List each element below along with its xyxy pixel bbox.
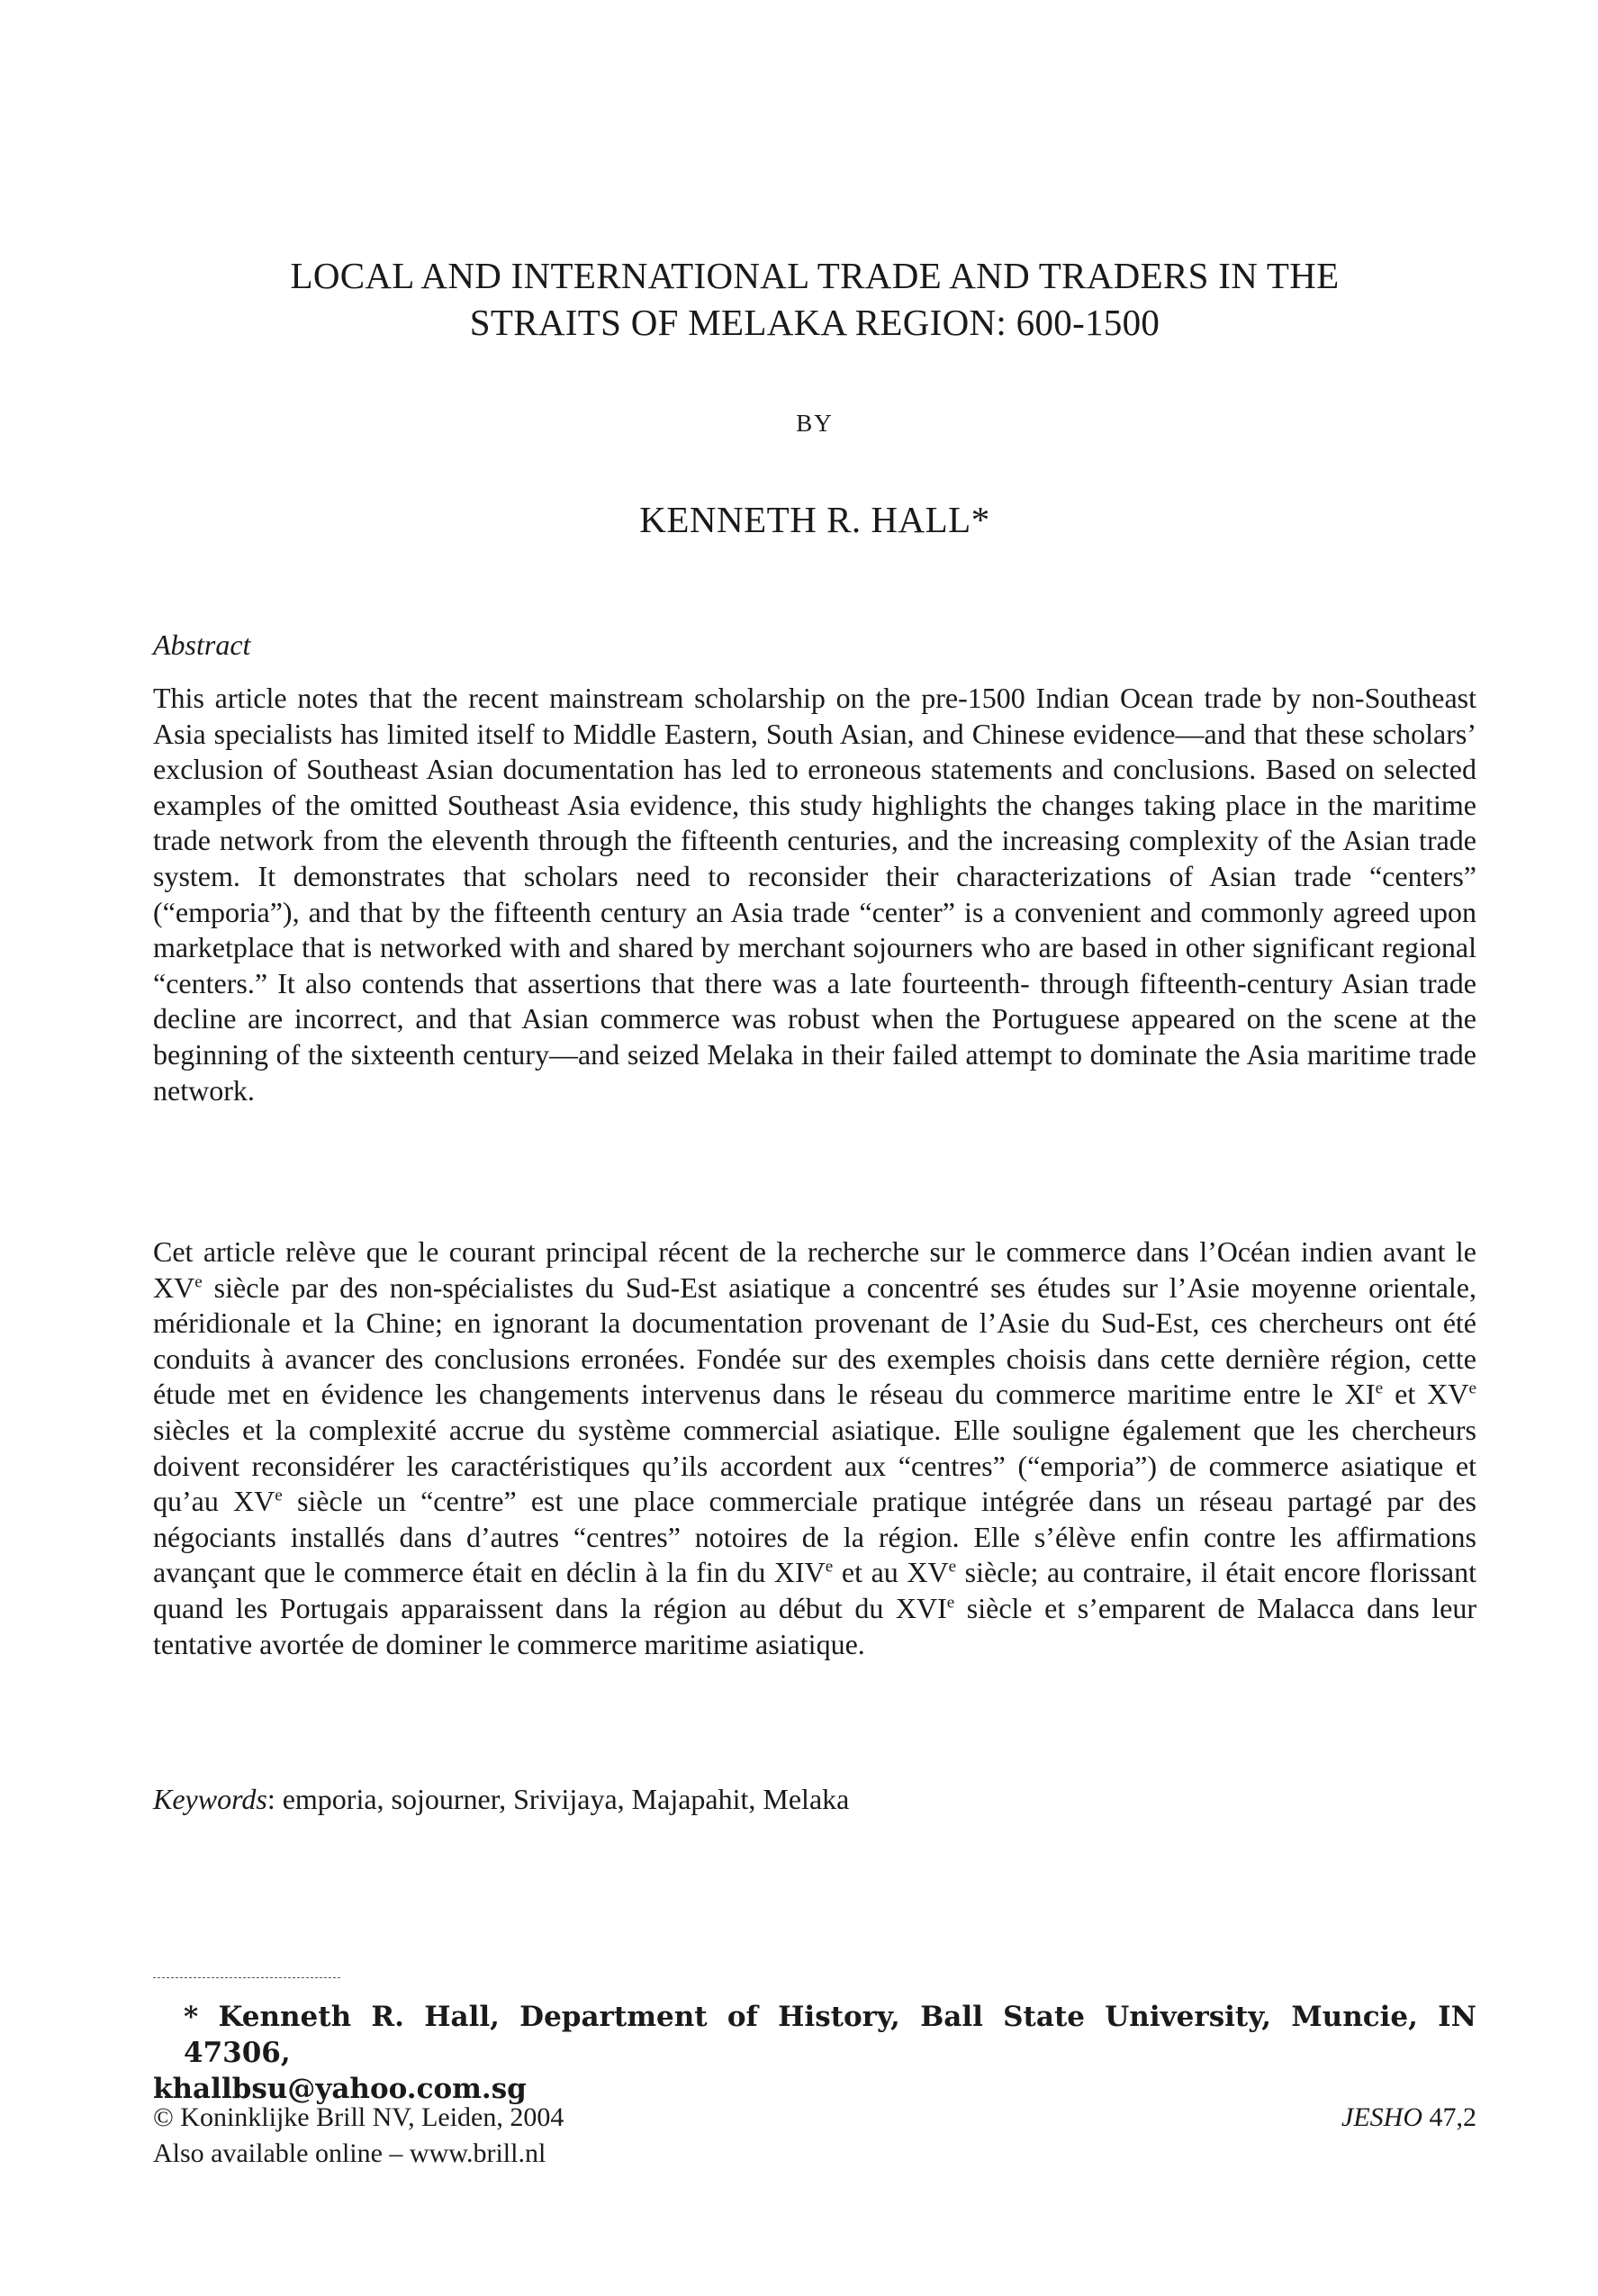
title-line-2: STRAITS OF MELAKA REGION: 600-1500 [469, 302, 1160, 343]
author-name: KENNETH R. HALL* [639, 499, 990, 540]
title-line-1: LOCAL AND INTERNATIONAL TRADE AND TRADERS IN THE [290, 255, 1340, 296]
superscript: e [948, 1557, 957, 1577]
keywords-label: Keywords [153, 1783, 267, 1815]
abstract-french-text: siècles et la complexité accrue du système commercial asiatique. Elle souligne également que les chercheurs doivent reconsidérer les caractéristiques qu’ils accordent aux “centres” (“emporia”) de commerce asiatique et qu’au XV [153, 1413, 1476, 1518]
keywords [153, 1783, 1476, 1816]
superscript: e [1468, 1379, 1477, 1398]
superscript: e [946, 1593, 955, 1613]
superscript: e [825, 1557, 834, 1577]
copyright-block [153, 2100, 564, 2172]
abstract-french-text: siècle un “centre” est une place commerciale pratique intégrée dans un réseau partagé par des négociants installés dans d’autres “centres” notoires de la région. Elle s’élève enfin contre les affirmations avançant que le commerce était en déclin à la fin du XIV [153, 1485, 1477, 1589]
abstract-french-text: Cet article relève que le courant principal récent de la recherche sur le commerce dans l’Océan indien avant le XV [153, 1235, 1476, 1304]
abstract-french-text: et au XV [833, 1556, 949, 1589]
byline-by: BY [796, 410, 834, 437]
superscript: e [1375, 1379, 1384, 1398]
superscript: e [194, 1272, 203, 1292]
abstract-french [153, 1234, 1476, 1662]
abstract-french-text: et XV [1383, 1378, 1469, 1411]
abstract-french-text: siècle et s’emparent de Malacca dans leur tentative avortée de dominer le commerce maritime asiatique. [153, 1591, 1477, 1660]
footnote-divider [153, 1977, 340, 1978]
keywords-list: : emporia, sojourner, Srivijaya, Majapahit, Melaka [266, 1783, 850, 1815]
journal-name: JESHO [1341, 2102, 1422, 2132]
journal-issue: 47,2 [1422, 2102, 1476, 2132]
abstract-heading: Abstract [153, 628, 251, 661]
journal-citation [1341, 2100, 1476, 2136]
online-availability: Also available online – www.brill.nl [153, 2138, 546, 2168]
author-footnote [153, 1999, 1476, 2107]
copyright-notice: © Koninklijke Brill NV, Leiden, 2004 [153, 2102, 564, 2132]
abstract-english: This article notes that the recent mainstream scholarship on the pre-1500 Indian Ocean trade by non-Southeast Asia specialists has limited itself to Middle Eastern, South Asian, and Chinese evidence—and that these scholars’ exclusion of Southeast Asian documentation has led to erroneous statements and conclusions. Based on selected examples of the omitted Southeast Asia evidence, this study highlights the changes taking place in the maritime trade network from the eleventh through the fifteenth centuries, and the increasing complexity of the Asian trade system. It demonstrates that scholars need to reconsider their characterizations of Asian trade “centers” (“emporia”), and that by the fifteenth century an Asia trade “center” is a convenient and commonly agreed upon marketplace that is networked with and shared by merchant sojourners who are based in other significant regional “centers.” It also contends that assertions that there was a late fourteenth- through fifteenth-century Asian trade decline are incorrect, and that Asian commerce was robust when the Portuguese appeared on the scene at the beginning of the sixteenth century—and seized Melaka in their failed attempt to dominate the Asia maritime trade network. [153, 682, 1476, 1107]
footnote-email: khallbsu@yahoo.com.sg [153, 2073, 527, 2105]
superscript: e [275, 1486, 283, 1505]
article-title [153, 252, 1476, 346]
abstract-french-text: siècle par des non-spécialistes du Sud-Est asiatique a concentré ses études sur l’Asie moyenne orientale, méridionale et la Chine; en ignorant la documentation provenant de l’Asie du Sud-Est, ces chercheurs ont été conduits à avancer des conclusions erronées. Fondée sur des exemples choisis dans cette dernière région, cette étude met en évidence les changements intervenus dans le réseau du commerce maritime entre le XI [153, 1270, 1476, 1411]
abstract-french-text: siècle; au contraire, il était encore florissant quand les Portugais apparaissent dans la région au début du XVI [153, 1556, 1477, 1624]
footnote-affiliation: * Kenneth R. Hall, Department of History, Ball State University, Muncie, IN 47306, [184, 2001, 1476, 2069]
